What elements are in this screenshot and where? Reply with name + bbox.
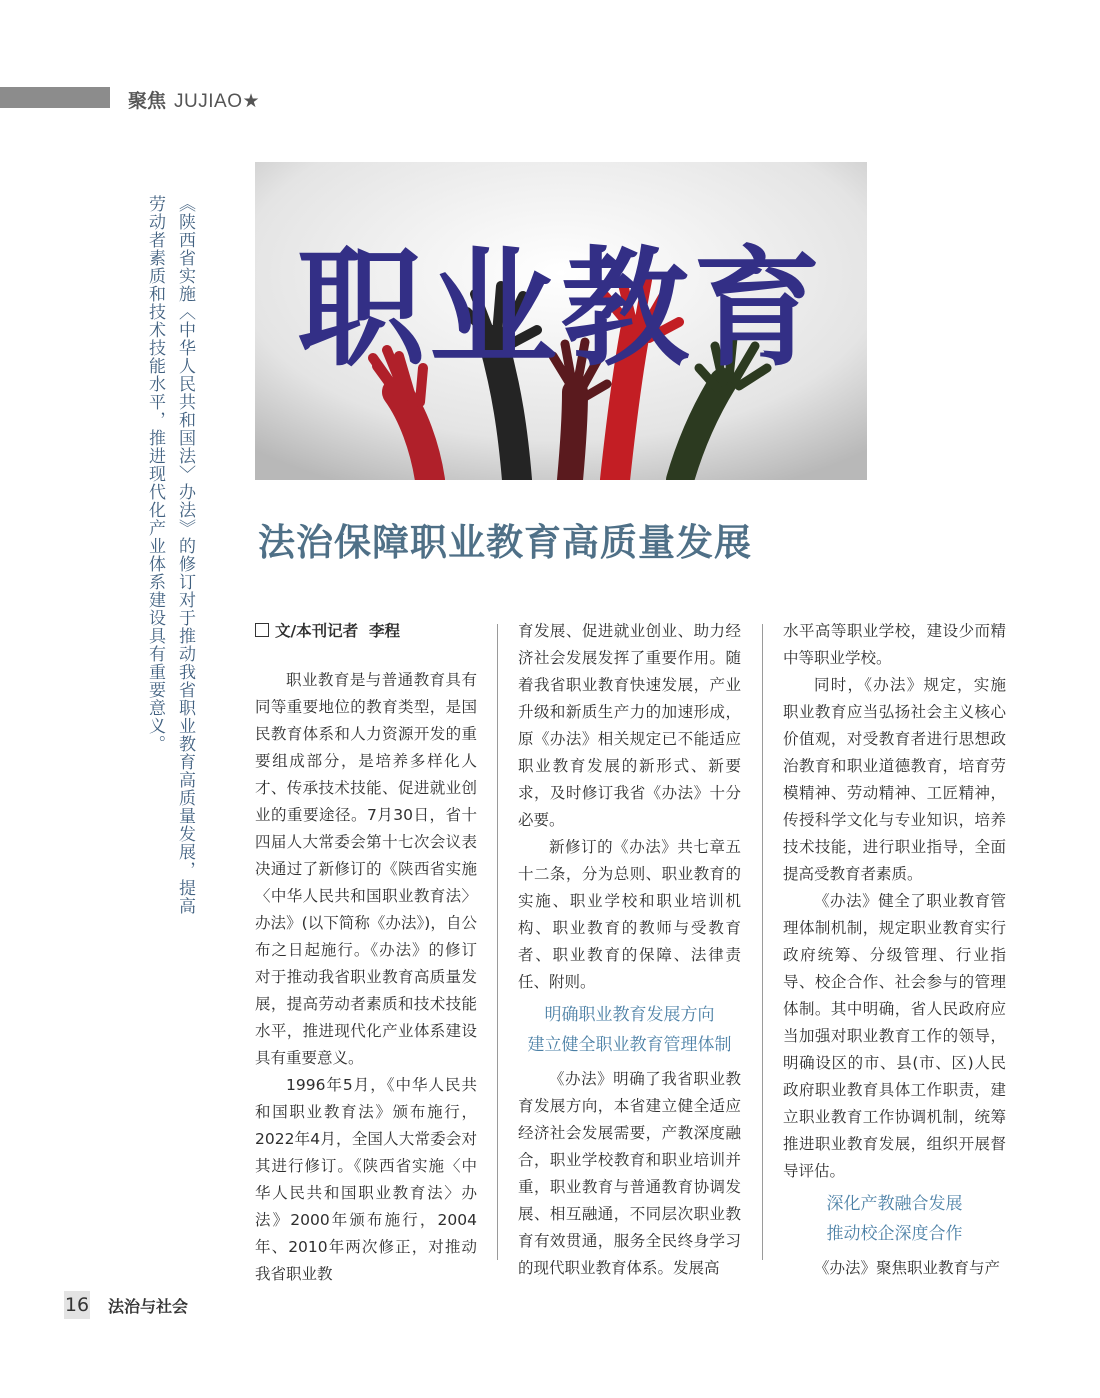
section-name-en: JUJIAO: [174, 91, 243, 112]
magazine-name: 法治与社会: [108, 1297, 189, 1316]
byline: [255, 618, 477, 645]
text-column-2: [518, 618, 741, 1282]
square-icon: [255, 623, 269, 637]
text-column-1: [255, 618, 477, 1288]
subheading-line: 建立健全职业教育管理体制: [527, 1035, 732, 1055]
paragraph: 新修订的《办法》共七章五十二条，分为总则、职业教育的实施、职业学校和职业培训机构、职业教育的教师与受教育者、职业教育的保障、法律责任、附则。: [518, 838, 741, 991]
paragraph: 1996年5月，《中华人民共和国职业教育法》颁布施行，2022年4月，全国人大常委会对其进行修订。《陕西省实施〈中华人民共和国职业教育法〉办法》2000年颁布施行，2004年、2010年两次修正，对推动我省职业教: [255, 1076, 477, 1283]
byline-author: 李程: [368, 622, 400, 640]
section-label: [128, 86, 260, 113]
subheading: [783, 1189, 1006, 1249]
paragraph: 职业教育是与普通教育具有同等重要地位的教育类型，是国民教育体系和人力资源开发的重要组成部分，是培养多样化人才、传承技术技能、促进就业创业的重要途径。7月30日，省十四届人大常委会第十七次会议表决通过了新修订的《陕西省实施〈中华人民共和国职业教育法〉办法》(以下简称《办法》)，自公布之日起施行。《办法》的修订对于推动我省职业教育高质量发展，提高劳动者素质和技术技能水平，推进现代化产业体系建设具有重要意义。: [255, 671, 477, 1067]
paragraph: 《办法》健全了职业教育管理体制机制，规定职业教育实行政府统筹、分级管理、行业指导、校企合作、社会参与的管理体制。其中明确，省人民政府应当加强对职业教育工作的领导，明确设区的市、县(市、区)人民政府职业教育具体工作职责，建立职业教育工作协调机制，统筹推进职业教育发展，组织开展督导评估。: [783, 892, 1006, 1180]
column-divider: [762, 624, 763, 1260]
byline-role: 文/本刊记者: [275, 622, 359, 640]
paragraph: 同时，《办法》规定，实施职业教育应当弘扬社会主义核心价值观，对受教育者进行思想政治教育和职业道德教育，培育劳模精神、劳动精神、工匠精神，传授科学文化与专业知识，培养技术技能，进行职业指导，全面提高受教育者素质。: [783, 676, 1006, 883]
page-number: 16: [64, 1291, 90, 1319]
paragraph: 育发展、促进就业创业、助力经济社会发展发挥了重要作用。随着我省职业教育快速发展，产业升级和新质生产力的加速形成，原《办法》相关规定已不能适应职业教育发展的新形式、新要求，及时修订我省《办法》十分必要。: [518, 622, 741, 829]
article-title: 法治保障职业教育高质量发展: [258, 521, 752, 564]
subheading-line: 明确职业教育发展方向: [544, 1005, 715, 1025]
header-bar: [0, 87, 110, 108]
hero-headline: 职业教育: [296, 235, 825, 384]
paragraph: 水平高等职业学校，建设少而精中等职业学校。: [783, 622, 1006, 667]
text-column-3: [783, 618, 1006, 1282]
subheading: [518, 1000, 741, 1060]
star-icon: ★: [242, 90, 260, 112]
column-divider: [497, 624, 498, 1260]
paragraph: 《办法》聚焦职业教育与产: [814, 1259, 1001, 1277]
hero-image: [255, 162, 867, 480]
subheading-line: 推动校企深度合作: [826, 1224, 963, 1244]
paragraph: 《办法》明确了我省职业教育发展方向，本省建立健全适应经济社会发展需要，产教深度融合，职业学校教育和职业培训并重，职业教育与普通教育协调发展、相互融通，不同层次职业教育有效贯通，服务全民终身学习的现代职业教育体系。发展高: [518, 1070, 741, 1277]
vertical-summary: 《陕西省实施〈中华人民共和国法〉办法》的修订对于推动我省职业教育高质量发展，提高劳动者素质和技术技能水平，推进现代化产业体系建设具有重要意义。: [145, 195, 195, 915]
section-name-cn: 聚焦: [128, 90, 167, 112]
subheading-line: 深化产教融合发展: [826, 1194, 963, 1214]
